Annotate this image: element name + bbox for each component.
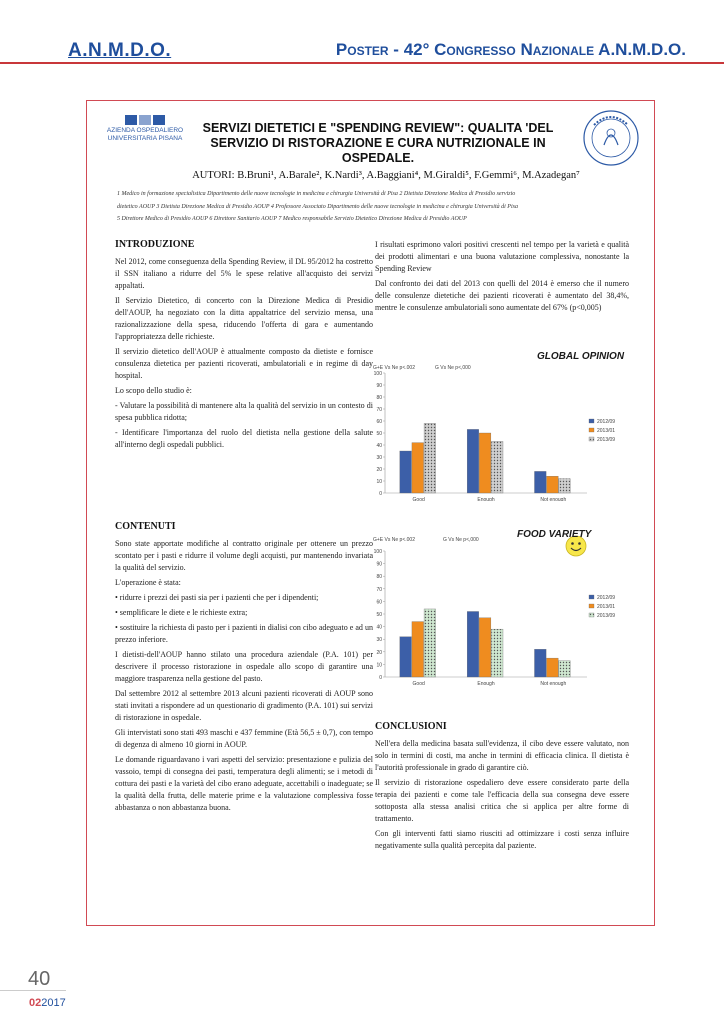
y-tick-label: 20: [376, 467, 382, 473]
y-tick-label: 50: [376, 431, 382, 437]
intro-paragraph: Nel 2012, come conseguenza della Spending Review, il DL 95/2012 ha costretto il SSN italiano a ridurre del 5% le spese relative all'acquisto dei servizi appaltati.: [115, 257, 373, 290]
x-tick-label: Not enough: [540, 681, 567, 687]
chart-title: FOOD VARIETY: [517, 529, 592, 540]
chart-subtitle-left: G+E Vs Ne p<.002: [373, 537, 415, 543]
food-variety-chart: [367, 529, 637, 699]
y-tick-label: 30: [376, 637, 382, 644]
legend-swatch: [589, 437, 594, 441]
poster-title-line: OSPEDALE.: [341, 151, 415, 165]
contenuti-heading: CONTENUTI: [115, 521, 176, 532]
bar: [424, 609, 436, 677]
y-tick-label: 100: [373, 549, 382, 555]
bar: [479, 618, 491, 677]
chart-title: GLOBAL OPINION: [537, 351, 625, 362]
contenuti-paragraph: L'operazione è stata:: [115, 578, 181, 587]
legend-swatch: [589, 419, 594, 423]
contenuti-paragraph: Sono state apportate modifiche al contratto originale per ottenere un prezzo scontato per i pasti e ridurre il volume degli acquisti, pur mantenendo invariata la qualità del servizio.: [115, 539, 373, 572]
affiliation-line: 1 Medico in formazione specialistica Dipartimento delle nuove tecnologie in medicina e chirurgia Università di Pisa 2 Dietista Direzione Medica di Presidio servizio: [117, 191, 516, 197]
y-tick-label: 30: [376, 455, 382, 461]
issue-number: 02: [29, 997, 42, 1009]
journal-logo-text: A.N.M.D.O.: [68, 40, 172, 61]
legend-swatch: [589, 595, 594, 599]
poster-authors: AUTORI: B.Bruni¹, A.Barale², K.Nardi³, A.Baggiani⁴, M.Giraldi⁵, F.Gemmi⁶, M.Azadegan⁷: [192, 170, 580, 181]
conclusioni-paragraph: Il servizio di ristorazione ospedaliero deve essere considerato parte della terapia dei pazienti e come tale l'efficacia della sua consegna deve essere sottoposta alla stessa analisi critica che si applica per altre forme di trattamento.: [375, 778, 629, 823]
chart-subtitle-left: G+E Vs Ne p<.002: [373, 365, 415, 371]
y-tick-label: 80: [376, 574, 382, 581]
contenuti-section: [115, 521, 373, 817]
y-tick-label: 60: [376, 599, 382, 606]
poster-title-line: SERVIZIO DI RISTORAZIONE E CURA NUTRIZIONALE IN: [210, 136, 546, 150]
results-paragraph: I risultati esprimono valori positivi crescenti nel tempo per la varietà e qualità dei prodotti alimentari e una buona valutazione complessiva, nonostante la Spending Review: [375, 240, 629, 273]
y-tick-label: 90: [376, 383, 382, 389]
bar: [491, 441, 503, 493]
issue-label: [29, 997, 66, 1009]
intro-paragraph: - Identificare l'importanza del ruolo del dietista nella gestione della salute all'interno degli ospedali pubblici.: [115, 428, 373, 449]
y-tick-label: 80: [376, 395, 382, 401]
hospital-logo-line1: AZIENDA OSPEDALIERO: [106, 127, 184, 134]
university-seal-icon: [582, 109, 640, 167]
results-section: [375, 239, 629, 317]
hospital-logo: [103, 115, 187, 143]
conclusioni-paragraph: Con gli interventi fatti siamo riusciti ad ottimizzare i costi senza influire negativamente sulla qualità percepita dal paziente.: [375, 829, 629, 850]
legend-label: 2012/09: [597, 595, 616, 601]
bar: [400, 451, 412, 493]
legend-swatch: [589, 428, 594, 432]
poster-title-line: SERVIZI DIETETICI E "SPENDING REVIEW": QUALITA 'DEL: [202, 121, 554, 135]
issue-year: 2017: [41, 997, 66, 1009]
intro-heading: INTRODUZIONE: [115, 239, 195, 250]
bar: [534, 471, 546, 493]
y-tick-label: 40: [376, 624, 382, 631]
legend-label: 2012/09: [597, 419, 616, 425]
bar: [412, 622, 424, 677]
bar: [547, 476, 559, 493]
hospital-logo-line2: UNIVERSITARIA PISANA: [107, 135, 183, 142]
y-tick-label: 70: [376, 586, 382, 593]
legend-label: 2013/09: [597, 613, 616, 619]
affiliation-line: dietetico AOUP 3 Dietista Direzione Medica di Presidio AOUP 4 Professore Associato Dipartimento delle nuove tecnologie in medicina e chirurgia Università di Pisa: [117, 203, 518, 210]
y-tick-label: 20: [376, 649, 382, 656]
contenuti-paragraph: • semplificare le diete e le richieste extra;: [115, 608, 248, 617]
poster-frame: [86, 100, 655, 926]
bar: [491, 629, 503, 677]
intro-section: [115, 239, 373, 454]
intro-paragraph: Il Servizio Dietetico, di concerto con la Direzione Medica di Presidio dell'AOUP, ha negoziato con la ditta appaltatrice del servizio mensa, una razionalizzazione della spesa, riducendo l'offerta di gara e aumentando l'appropriatezza delle richieste.: [115, 296, 373, 341]
global-opinion-chart: [367, 351, 637, 501]
bar: [467, 611, 479, 677]
y-tick-label: 40: [376, 443, 382, 449]
footer-divider: [0, 990, 66, 991]
contenuti-paragraph: Gli intervistati sono stati 493 maschi e 437 femmine (Età 56,5 ± 0,7), con tempo di degenza di almeno 10 giorni in AOUP.: [115, 728, 373, 749]
y-tick-label: 10: [376, 662, 382, 669]
legend-swatch: [589, 613, 594, 617]
x-tick-label: Good: [412, 681, 425, 687]
header-divider: [0, 62, 724, 64]
poster-title: [191, 121, 565, 166]
conclusioni-paragraph: Nell'era della medicina basata sull'evidenza, il cibo deve essere valutato, non solo in termini di costi, ma anche in termini di efficacia clinica. Il dietista è l'autorità professionale in grado di garantire ciò.: [375, 739, 629, 772]
bar: [559, 661, 571, 677]
contenuti-paragraph: • sostituire la richiesta di pasto per i pazienti in dialisi con cibo adeguato e ad un prezzo inferiore.: [115, 623, 373, 644]
conclusioni-heading: CONCLUSIONI: [375, 721, 447, 732]
bar: [559, 479, 571, 493]
chart-subtitle-right: G Vs Ne p<,000: [443, 537, 479, 543]
legend-label: 2013/01: [597, 428, 616, 434]
contenuti-paragraph: I dietisti-dell'AOUP hanno stilato una procedura aziendale (P.A. 101) per descrivere il processo ristorazione in ospedale allo scopo di garantire una maggiore trasparenza nella gestione del pasto.: [115, 650, 373, 683]
hospital-logo-mark: [103, 115, 187, 125]
global-opinion-plot: [367, 351, 637, 501]
bar: [479, 433, 491, 493]
intro-paragraph: Lo scopo dello studio è:: [115, 386, 192, 395]
y-tick-label: 100: [373, 371, 382, 377]
y-tick-label: 0: [379, 491, 382, 497]
y-tick-label: 90: [376, 561, 382, 568]
x-tick-label: Enough: [477, 681, 495, 687]
bar: [467, 429, 479, 493]
bar: [412, 443, 424, 493]
intro-paragraph: Il servizio dietetico dell'AOUP è attualmente composto da dietiste e fornisce consulenza dietetica per pazienti ricoverati, ambulatoriali e in regime di day hospital.: [115, 347, 373, 380]
bar: [534, 649, 546, 677]
page-number: 40: [28, 968, 51, 990]
contenuti-paragraph: Le domande riguardavano i vari aspetti del servizio: presentazione e pulizia del vassoio, tempi di consegna dei pasti, temperatura degli alimenti; se i metodi di cottura dei pasti e la varietà del cibo erano adeguate, accettabili o inadeguate; se la qualità della frutta, delle materie prime e la valutazione complessiva fosse abbastanza o non abbastanza buona.: [115, 755, 373, 812]
header-title: Poster - 42° Congresso Nazionale A.N.M.D.O.: [335, 40, 686, 59]
y-tick-label: 60: [376, 419, 382, 425]
y-tick-label: 0: [379, 675, 382, 681]
x-tick-label: Good: [412, 497, 425, 501]
conclusioni-section: [375, 721, 629, 855]
bar: [424, 423, 436, 493]
legend-label: 2013/09: [597, 437, 616, 443]
x-tick-label: Enough: [477, 497, 495, 501]
results-paragraph: Dal confronto dei dati del 2013 con quelli del 2014 è emerso che il numero delle consulenze dietetiche dei pazienti ricoverati è aumentato del 38,4%, mentre le consulenze ambulatoriali sono aumentate del 67% (p<0,005): [375, 279, 629, 312]
intro-paragraph: - Valutare la possibilità di mantenere alta la qualità del servizio in un contesto di spesa pubblica ridotta;: [115, 401, 373, 422]
x-tick-label: Not enough: [540, 497, 567, 501]
legend-label: 2013/01: [597, 604, 616, 610]
chart-subtitle-right: G Vs Ne p<,000: [435, 365, 471, 371]
bar: [547, 658, 559, 677]
y-tick-label: 10: [376, 479, 382, 485]
y-tick-label: 70: [376, 407, 382, 413]
food-variety-plot: [367, 529, 637, 699]
y-tick-label: 50: [376, 612, 382, 618]
contenuti-paragraph: • ridurre i prezzi dei pasti sia per i pazienti che per i dipendenti;: [115, 593, 319, 602]
legend-swatch: [589, 604, 594, 608]
bar: [400, 637, 412, 677]
affiliation-line: 5 Direttore Medico di Presidio AOUP 6 Direttore Sanitario AOUP 7 Medico responsabile Servizio Dietetico Direzione Medica di Presidio AOUP: [117, 216, 467, 222]
contenuti-paragraph: Dal settembre 2012 al settembre 2013 alcuni pazienti ricoverati di AOUP sono stati invitati a rispondere ad un questionario di gradimento (P.A. 101) sui servizi di ristorazione in ospedale.: [115, 689, 373, 722]
poster-affiliations: [117, 188, 627, 226]
